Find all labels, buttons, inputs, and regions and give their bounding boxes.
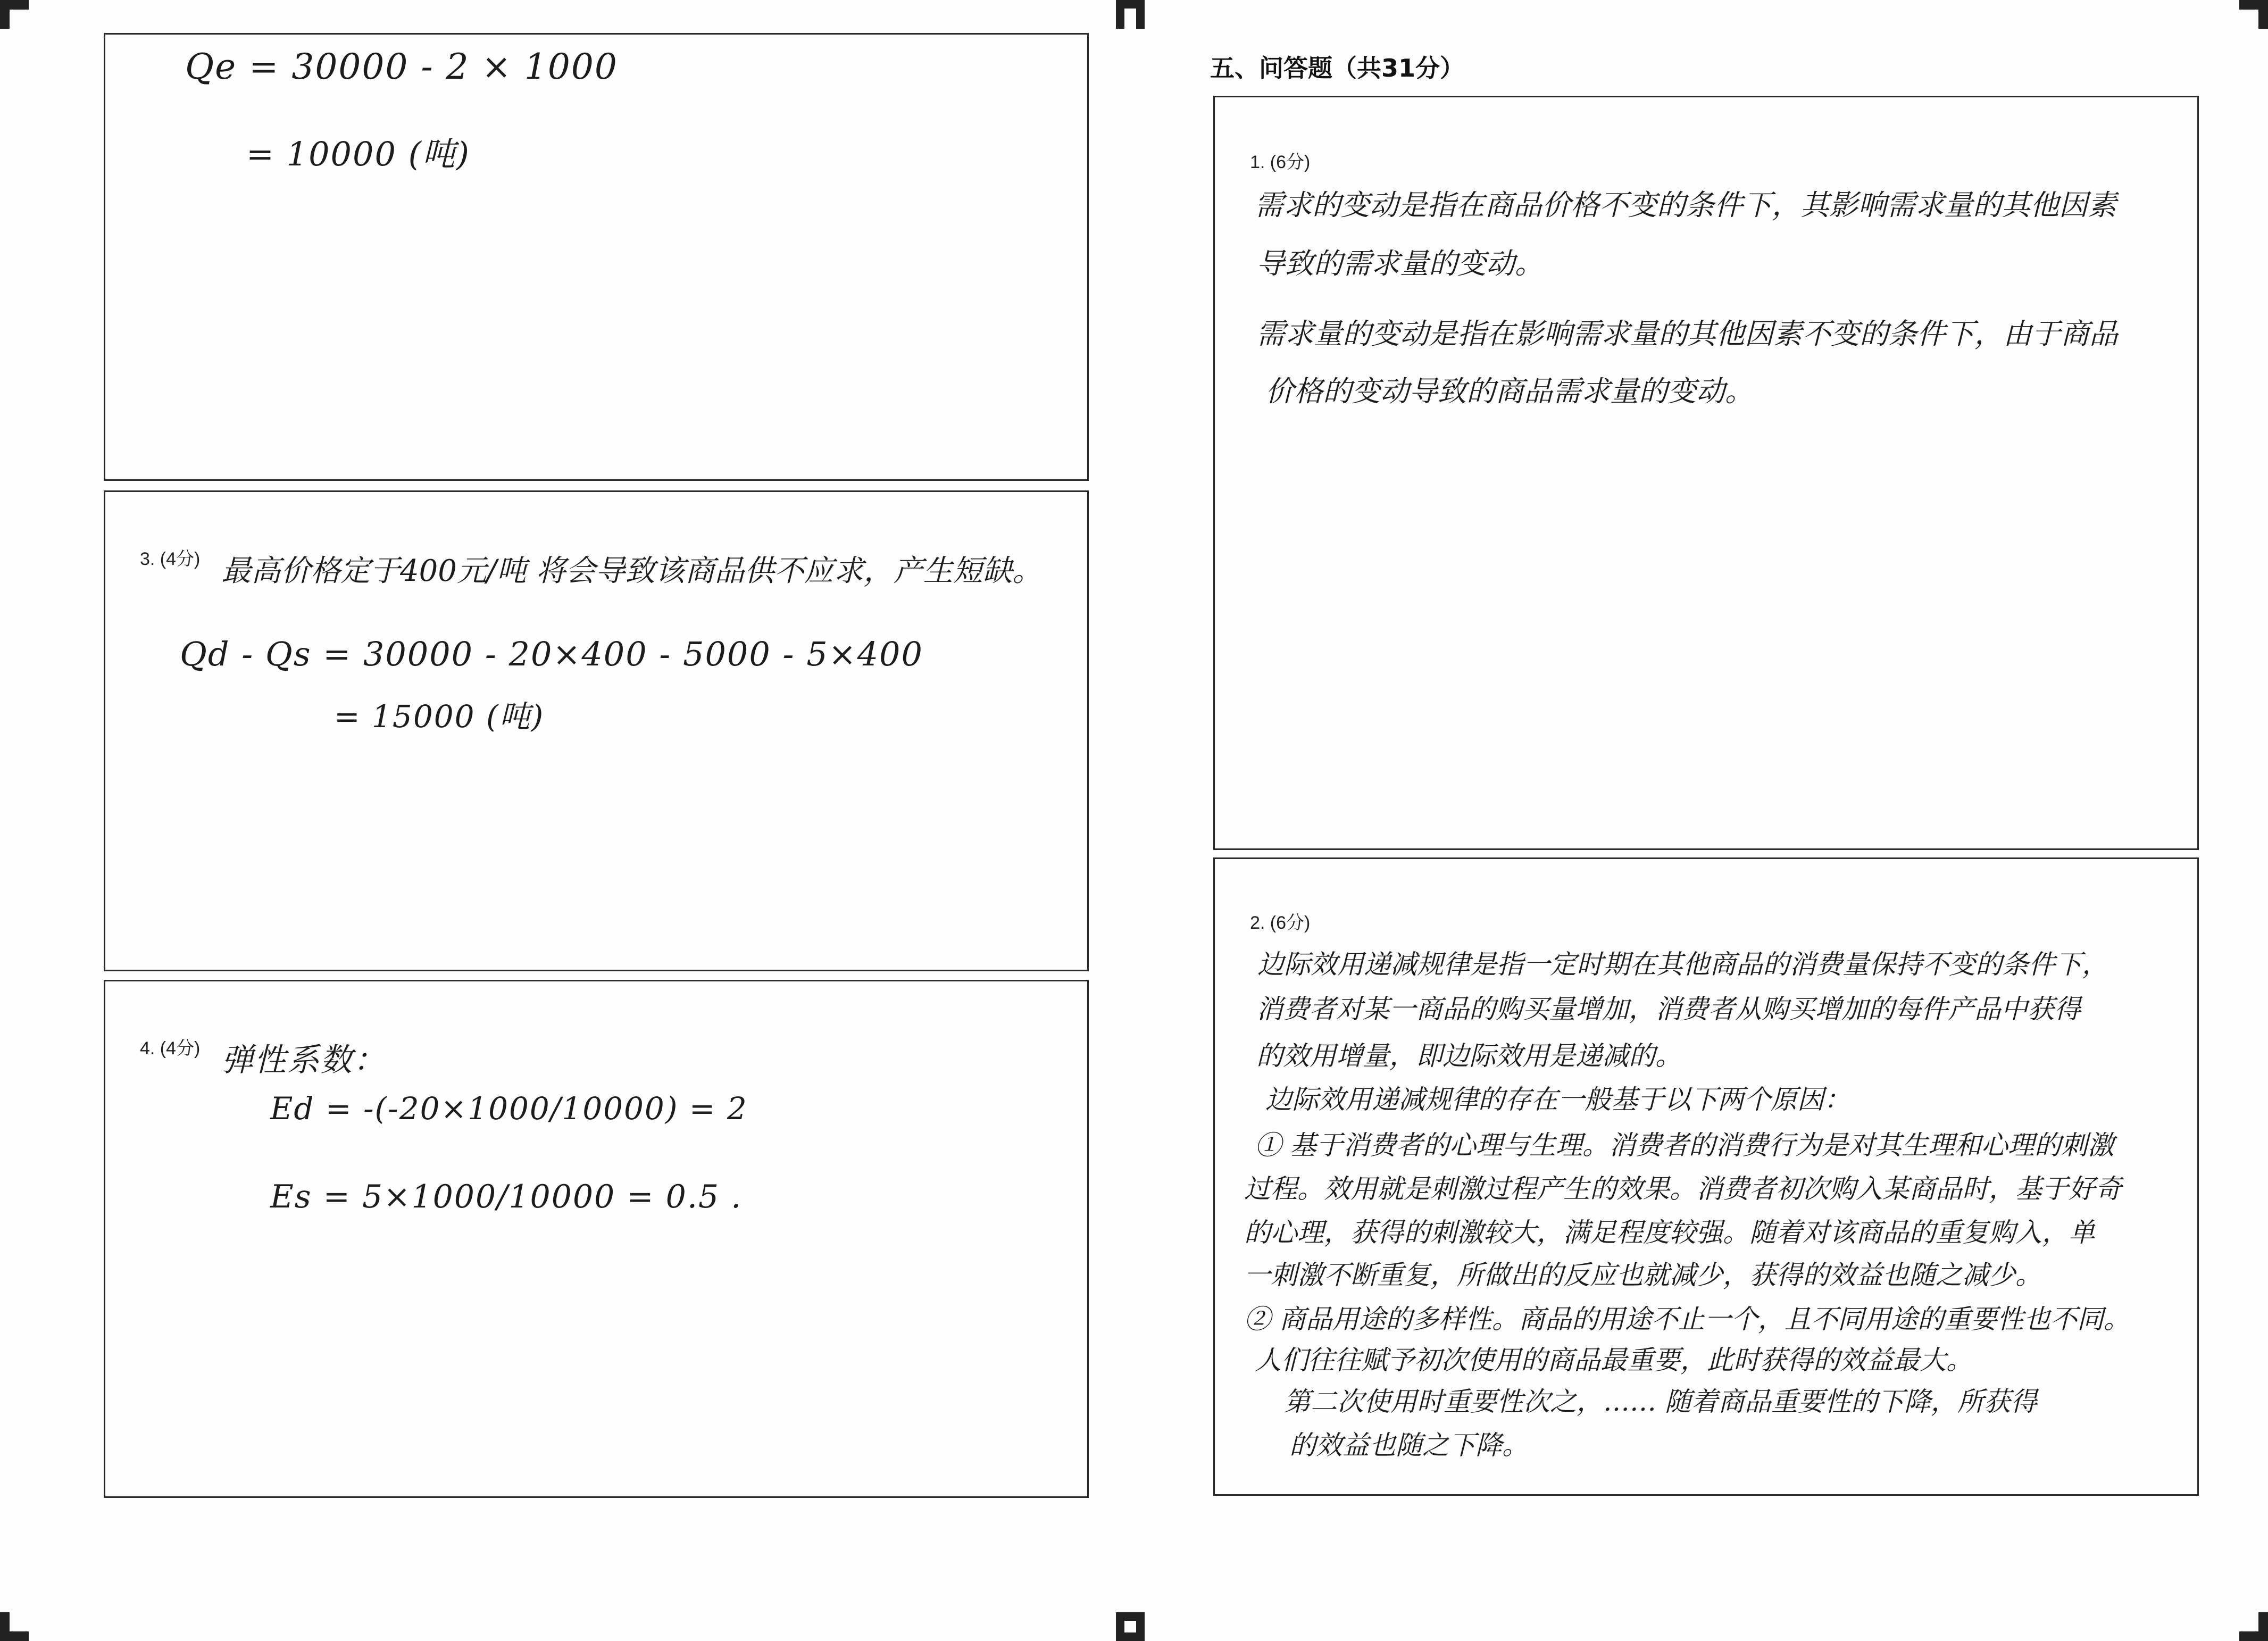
handwritten-line: 边际效用递减规律是指一定时期在其他商品的消费量保持不变的条件下， [1257,949,2108,980]
registration-marker-top-left [0,0,29,29]
handwritten-line: 弹性系数： [221,1042,386,1079]
handwritten-line: 人们往往赋予初次使用的商品最重要，此时获得的效益最大。 [1255,1345,1973,1376]
handwritten-line: ② 商品用途的多样性。商品的用途不止一个，且不同用途的重要性也不同。 [1244,1304,2130,1335]
handwritten-line: 过程。效用就是刺激过程产生的效果。消费者初次购入某商品时，基于好奇 [1244,1173,2122,1204]
answer-box-question-4 [104,980,1089,1498]
handwritten-line: Es = 5×1000/10000 = 0.5 . [270,1178,743,1215]
handwritten-line: 的效益也随之下降。 [1289,1430,1529,1461]
question-number: 1. (6分) [1250,152,1311,172]
handwritten-line: 最高价格定于400元/吨 将会导致该商品供不应求，产生短缺。 [221,554,1043,588]
handwritten-line: 需求的变动是指在商品价格不变的条件下，其影响需求量的其他因素 [1255,188,2116,222]
registration-marker-bottom-left [0,1612,29,1641]
handwritten-line: Qd - Qs = 30000 - 20×400 - 5000 - 5×400 [180,635,923,673]
handwritten-line: Qe = 30000 - 2 × 1000 [185,46,618,87]
registration-marker-top-center [1116,0,1145,29]
handwritten-line: 需求量的变动是指在影响需求量的其他因素不变的条件下，由于商品 [1256,317,2118,351]
registration-marker-top-right [2239,0,2268,29]
handwritten-line: 的效用增量，即边际效用是递减的。 [1256,1040,1682,1071]
handwritten-line: 导致的需求量的变动。 [1256,247,1544,280]
answer-box-question-2 [1213,857,2199,1496]
handwritten-line: 消费者对某一商品的购买量增加，消费者从购买增加的每件产品中获得 [1256,994,2081,1024]
registration-marker-bottom-center [1116,1612,1145,1641]
question-number: 4. (4分) [140,1038,201,1059]
handwritten-line: = 15000 (吨) [334,698,545,735]
registration-marker-bottom-right [2239,1612,2268,1641]
handwritten-line: 第二次使用时重要性次之，…… 随着商品重要性的下降，所获得 [1284,1386,2037,1417]
handwritten-line: ① 基于消费者的心理与生理。消费者的消费行为是对其生理和心理的刺激 [1255,1130,2114,1161]
handwritten-line: 边际效用递减规律的存在一般基于以下两个原因： [1265,1084,1850,1115]
question-number: 3. (4分) [140,549,201,569]
answer-box-question-1 [1213,96,2199,850]
handwritten-line: 的心理，获得的刺激较大，满足程度较强。随着对该商品的重复购入，单 [1244,1217,2095,1248]
answer-box-question-3 [104,490,1089,971]
handwritten-line: = 10000 (吨) [246,135,470,173]
handwritten-line: 一刺激不断重复，所做出的反应也就减少，获得的效益也随之减少。 [1244,1260,2042,1290]
handwritten-line: 价格的变动导致的商品需求量的变动。 [1265,374,1754,408]
question-number: 2. (6分) [1250,913,1311,933]
section-title: 五、问答题（共31分） [1210,54,1465,82]
answer-box-calculation [104,33,1089,481]
handwritten-line: Ed = -(-20×1000/10000) = 2 [270,1090,748,1127]
